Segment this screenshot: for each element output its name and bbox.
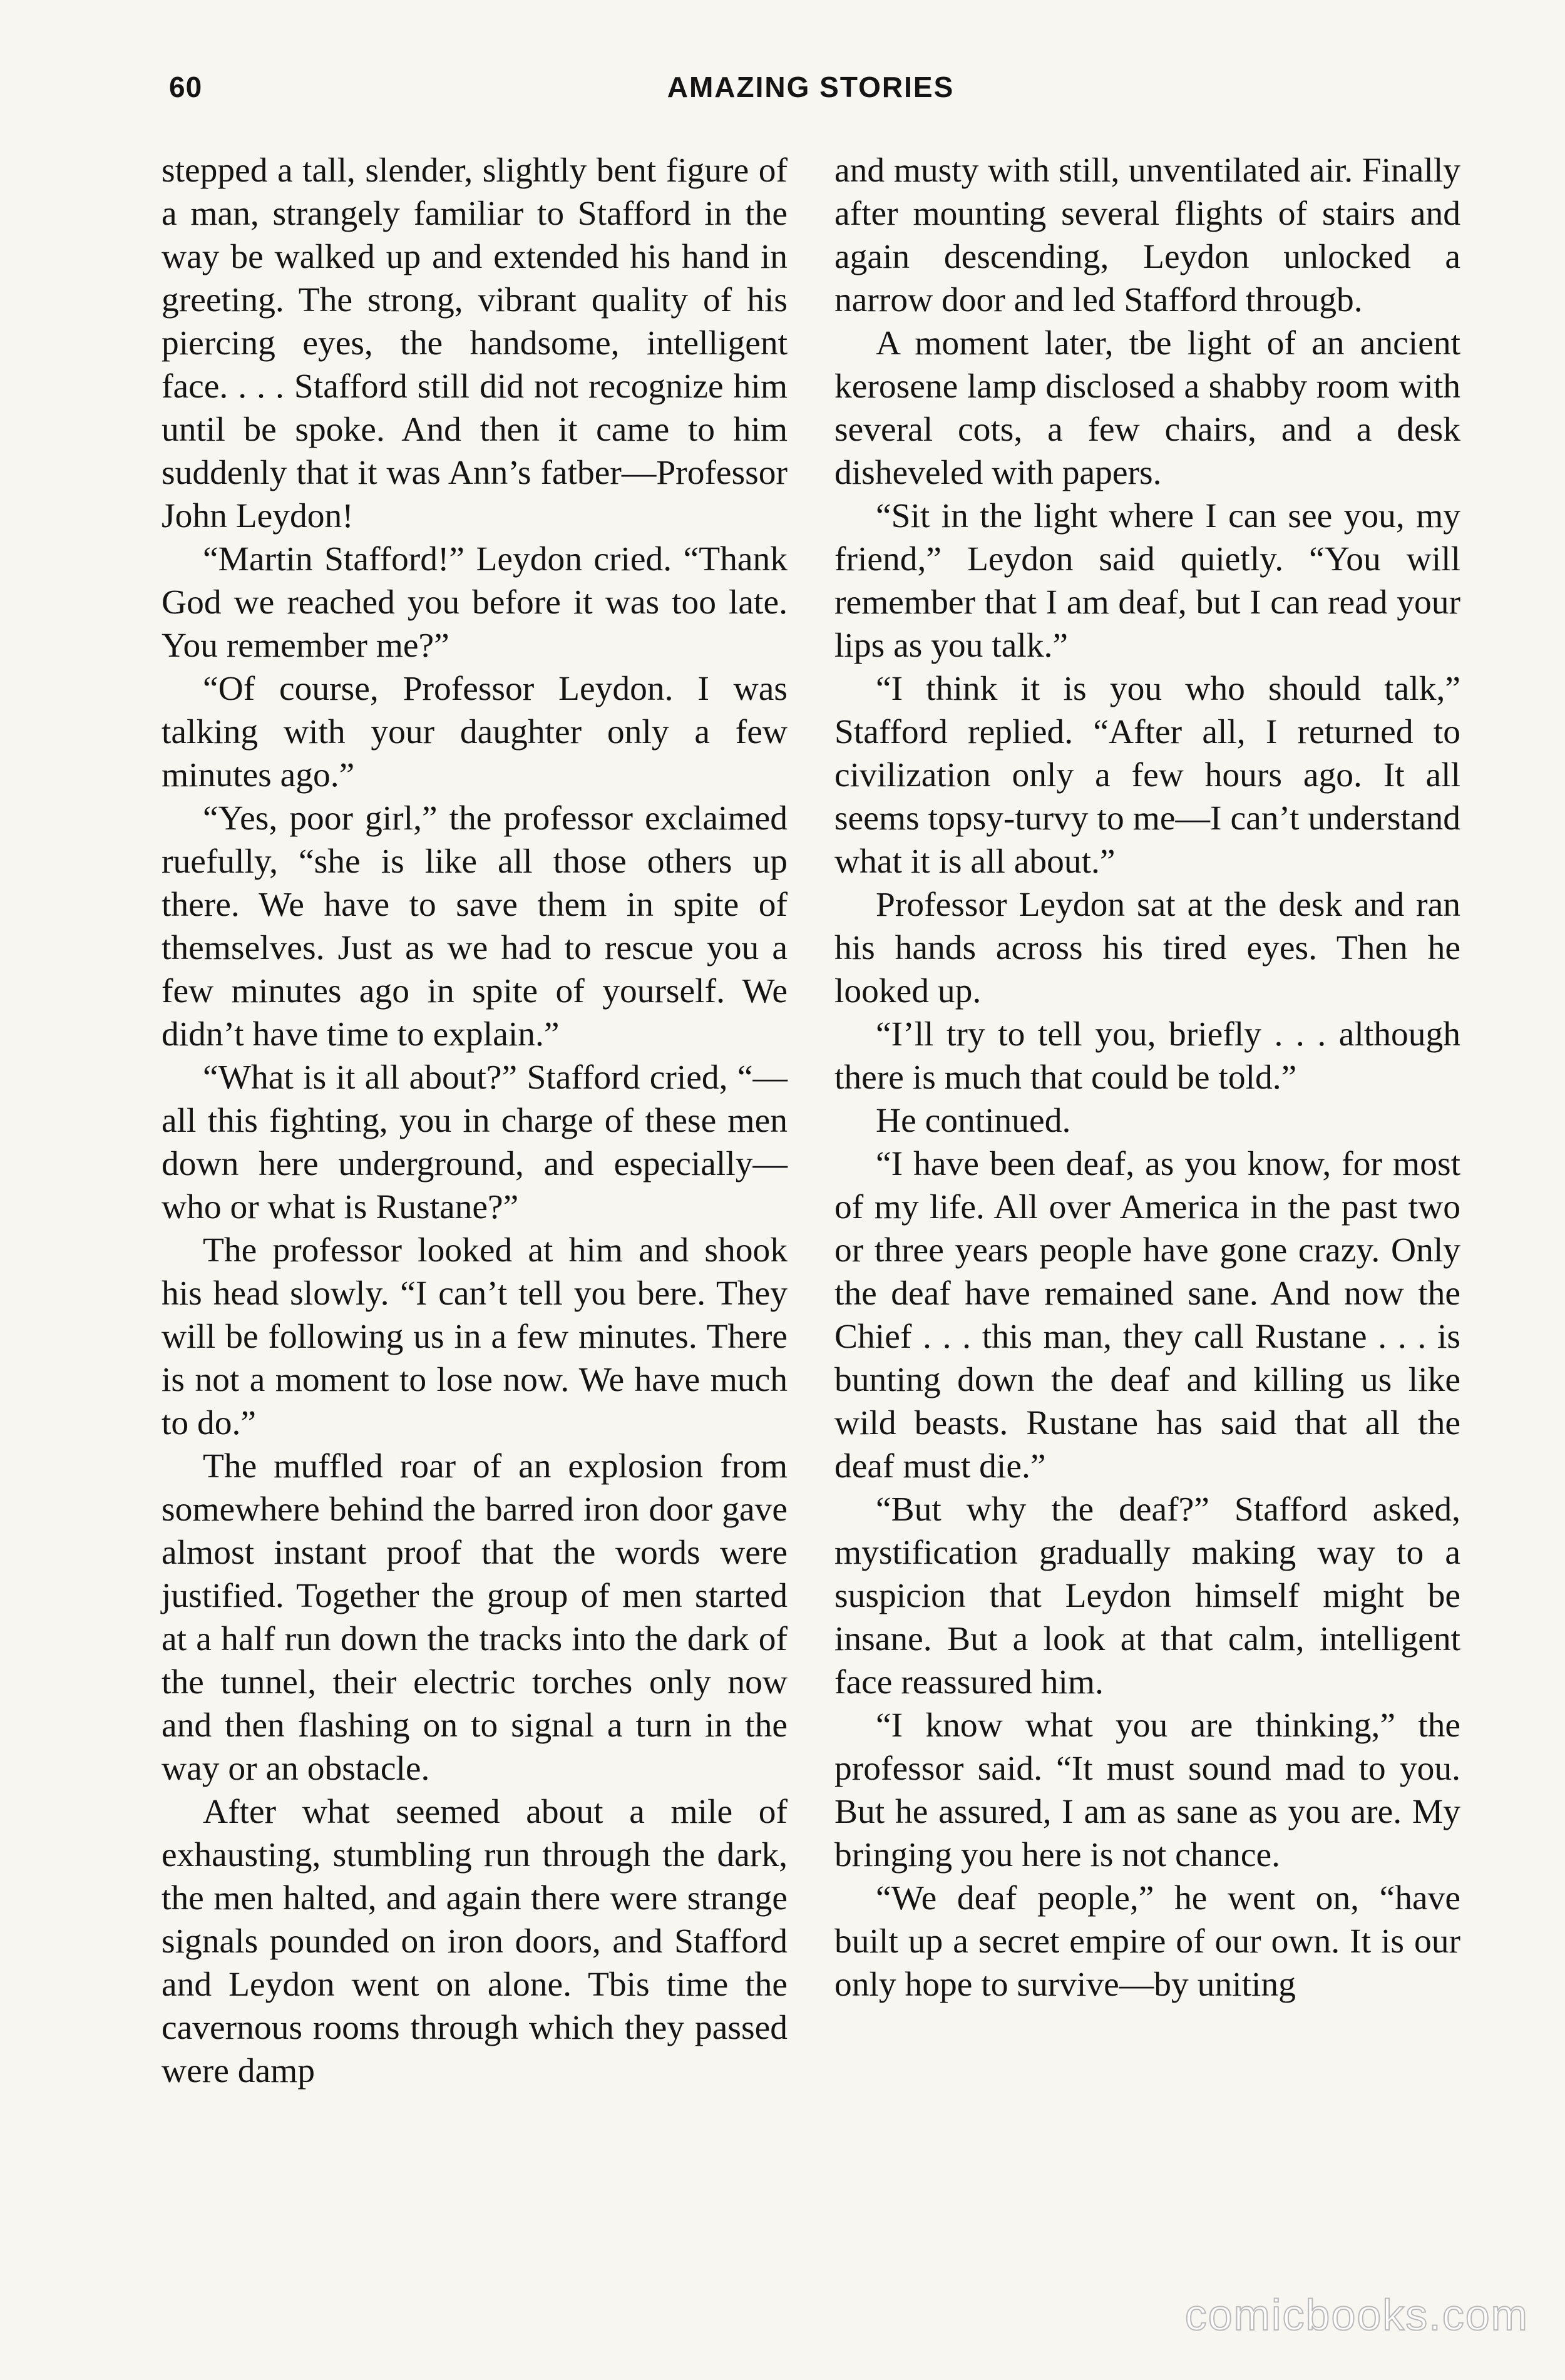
- paragraph: “We deaf people,” he went on, “have built up a secret empire of our own. It is our only hope to survive—by uniting: [834, 1879, 1460, 2004]
- right-column: [834, 149, 1460, 2006]
- paragraph: The muffled roar of an explosion from somewhere behind the barred iron door gave almost instant proof that the words were justified. Together the group of men started at a half run down the tracks into the dark of the tunnel, their electric torches only now and then flashing on to signal a turn in the way or an obstacle.: [162, 1447, 788, 1788]
- running-head: AMAZING STORIES: [667, 71, 955, 103]
- paragraph: “What is it all about?” Stafford cried, “—all this fighting, you in charge of these men down here underground, and especially—who or what is Rustane?”: [162, 1059, 788, 1226]
- paragraph: “I’ll try to tell you, briefly . . . although there is much that could be told.”: [834, 1015, 1460, 1097]
- paragraph: and musty with still, unventilated air. Finally after mounting several flights of stairs and again descending, Leydon unlocked a narrow door and led Stafford througb.: [834, 151, 1460, 319]
- page-header: [156, 70, 1465, 114]
- left-column: [162, 149, 788, 2093]
- paragraph: “Of course, Professor Leydon. I was talking with your daughter only a few minutes ago.”: [162, 670, 788, 794]
- paragraph: “I have been deaf, as you know, for most of my life. All over America in the past two or three years people have gone crazy. Only the deaf have remained sane. And now the Chief . . . this man, they call Rustane . . . is bunting down the deaf and killing us like wild beasts. Rustane has said that all the deaf must die.”: [834, 1145, 1460, 1485]
- paragraph: The professor looked at him and shook his head slowly. “I can’t tell you bere. They will be following us in a few minutes. There is not a moment to lose now. We have much to do.”: [162, 1231, 788, 1442]
- page-number: 60: [169, 71, 203, 103]
- paragraph: After what seemed about a mile of exhausting, stumbling run through the dark, the men halted, and again there were strange signals pounded on iron doors, and Stafford and Leydon went on alone. Tbis time the cavernous rooms through which they passed were damp: [162, 1793, 788, 2090]
- paragraph: stepped a tall, slender, slightly bent figure of a man, strangely familiar to Stafford in the way be walked up and extended his hand in greeting. The strong, vibrant quality of his piercing eyes, the handsome, intelligent face. . . . Stafford still did not recognize him until be spoke. And then it came to him suddenly that it was Ann’s fatber—Professor John Leydon!: [162, 151, 788, 535]
- paragraph: “I know what you are thinking,” the professor said. “It must sound mad to you. But he assured, I am as sane as you are. My bringing you here is not chance.: [834, 1706, 1460, 1874]
- paragraph: “I think it is you who should talk,” Stafford replied. “After all, I returned to civilization only a few hours ago. It all seems topsy-turvy to me—I can’t understand what it is all about.”: [834, 670, 1460, 881]
- paragraph: A moment later, tbe light of an ancient kerosene lamp disclosed a shabby room with several cots, a few chairs, and a desk disheveled with papers.: [834, 324, 1460, 492]
- paragraph: “Sit in the light where I can see you, my friend,” Leydon said quietly. “You will remember that I am deaf, but I can read your lips as you talk.”: [834, 497, 1460, 665]
- paragraph: Professor Leydon sat at the desk and ran his hands across his tired eyes. Then he looked up.: [834, 886, 1460, 1010]
- paragraph: “But why the deaf?” Stafford asked, mystification gradually making way to a suspicion that Leydon himself might be insane. But a look at that calm, intelligent face reassured him.: [834, 1490, 1460, 1701]
- paragraph: “Martin Stafford!” Leydon cried. “Thank God we reached you before it was too late. You remember me?”: [162, 540, 788, 665]
- watermark-logo: comicbooks.com: [1184, 2290, 1529, 2339]
- paragraph: “Yes, poor girl,” the professor exclaimed ruefully, “she is like all those others up there. We have to save them in spite of themselves. Just as we had to rescue you a few minutes ago in spite of yourself. We didn’t have time to explain.”: [162, 799, 788, 1054]
- paragraph: He continued.: [876, 1102, 1071, 1140]
